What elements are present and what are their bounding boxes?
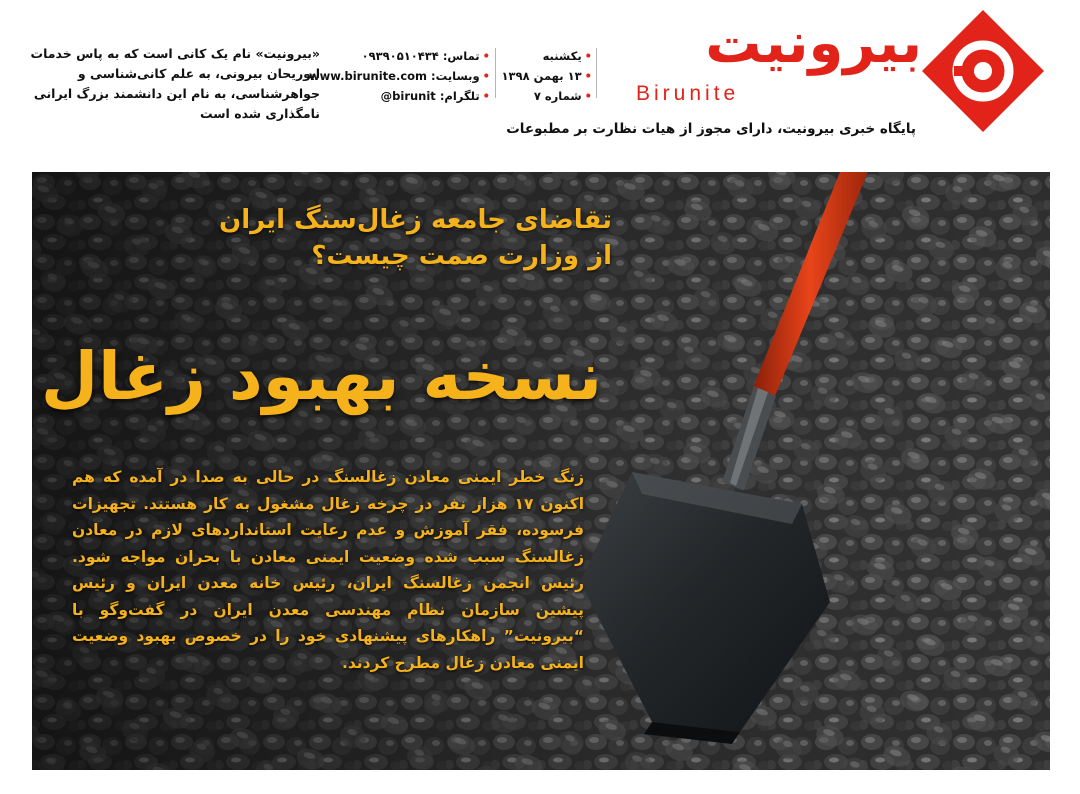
issue-number: شماره ۷	[533, 89, 582, 103]
cover-lede: زنگ خطر ایمنی معادن زغالسنگ در حالی به صدا در آمده که هم اکنون ۱۷ هزار نفر در چرخه زغال مشغول به کار هستند. تجهیزات فرسوده، فقر آموزش و عدم رعایت استانداردهای لازم در معادن زغالسنگ سبب شده وضعیت ایمنی معادن با بحران مواجه شود. رئیس انجمن زغالسنگ ایران، رئیس خانه معدن ایران و رئیس پیشین سازمان نظام مهندسی معدن ایران در گفت‌وگو با “بیرونیت” راهکارهای پیشنهادی خود را در خصوص بهبود وضعیت ایمنی معادن زغال مطرح کردند.	[72, 468, 585, 672]
brand-name: بیرونیت	[705, 11, 922, 76]
cover-headline: نسخه بهبود زغال	[40, 338, 602, 415]
contact-telegram: تلگرام: birunit@	[380, 89, 480, 103]
issue-date: ۱۳ بهمن ۱۳۹۸	[501, 69, 582, 83]
masthead-tagline: پایگاه خبری بیرونیت، دارای مجوز از هیات نظارت بر مطبوعات	[506, 121, 916, 137]
divider	[596, 48, 597, 98]
cover-photo	[32, 172, 1050, 770]
cover-supertitle-line1: تقاضای جامعه زغال‌سنگ ایران	[219, 205, 612, 235]
issue-day: یکشنبه	[542, 49, 582, 63]
divider	[495, 48, 496, 98]
contact-phone: تماس: ۰۹۳۹۰۵۱۰۴۳۴	[361, 49, 480, 63]
brand-latin-name: Birunite	[636, 82, 740, 105]
contact-info: •تماس: ۰۹۳۹۰۵۱۰۴۳۴ •وبسایت: www.birunite.com •تلگرام: birunit@	[309, 49, 490, 103]
about-text: «بیرونیت» نام یک کانی است که به پاس خدمات ابوریحان بیرونی، به علم کانی‌شناسی و جواهرشناسی، به نام این دانشمند بزرگ ایرانی نامگذاری شده است	[30, 46, 320, 121]
contact-website: وبسایت: www.birunite.com	[309, 69, 480, 83]
birunite-logo-icon	[918, 6, 1048, 136]
issue-info: •یکشنبه •۱۳ بهمن ۱۳۹۸ •شماره ۷	[501, 49, 592, 103]
cover-supertitle-line2: از وزارت صمت چیست؟	[311, 241, 612, 271]
